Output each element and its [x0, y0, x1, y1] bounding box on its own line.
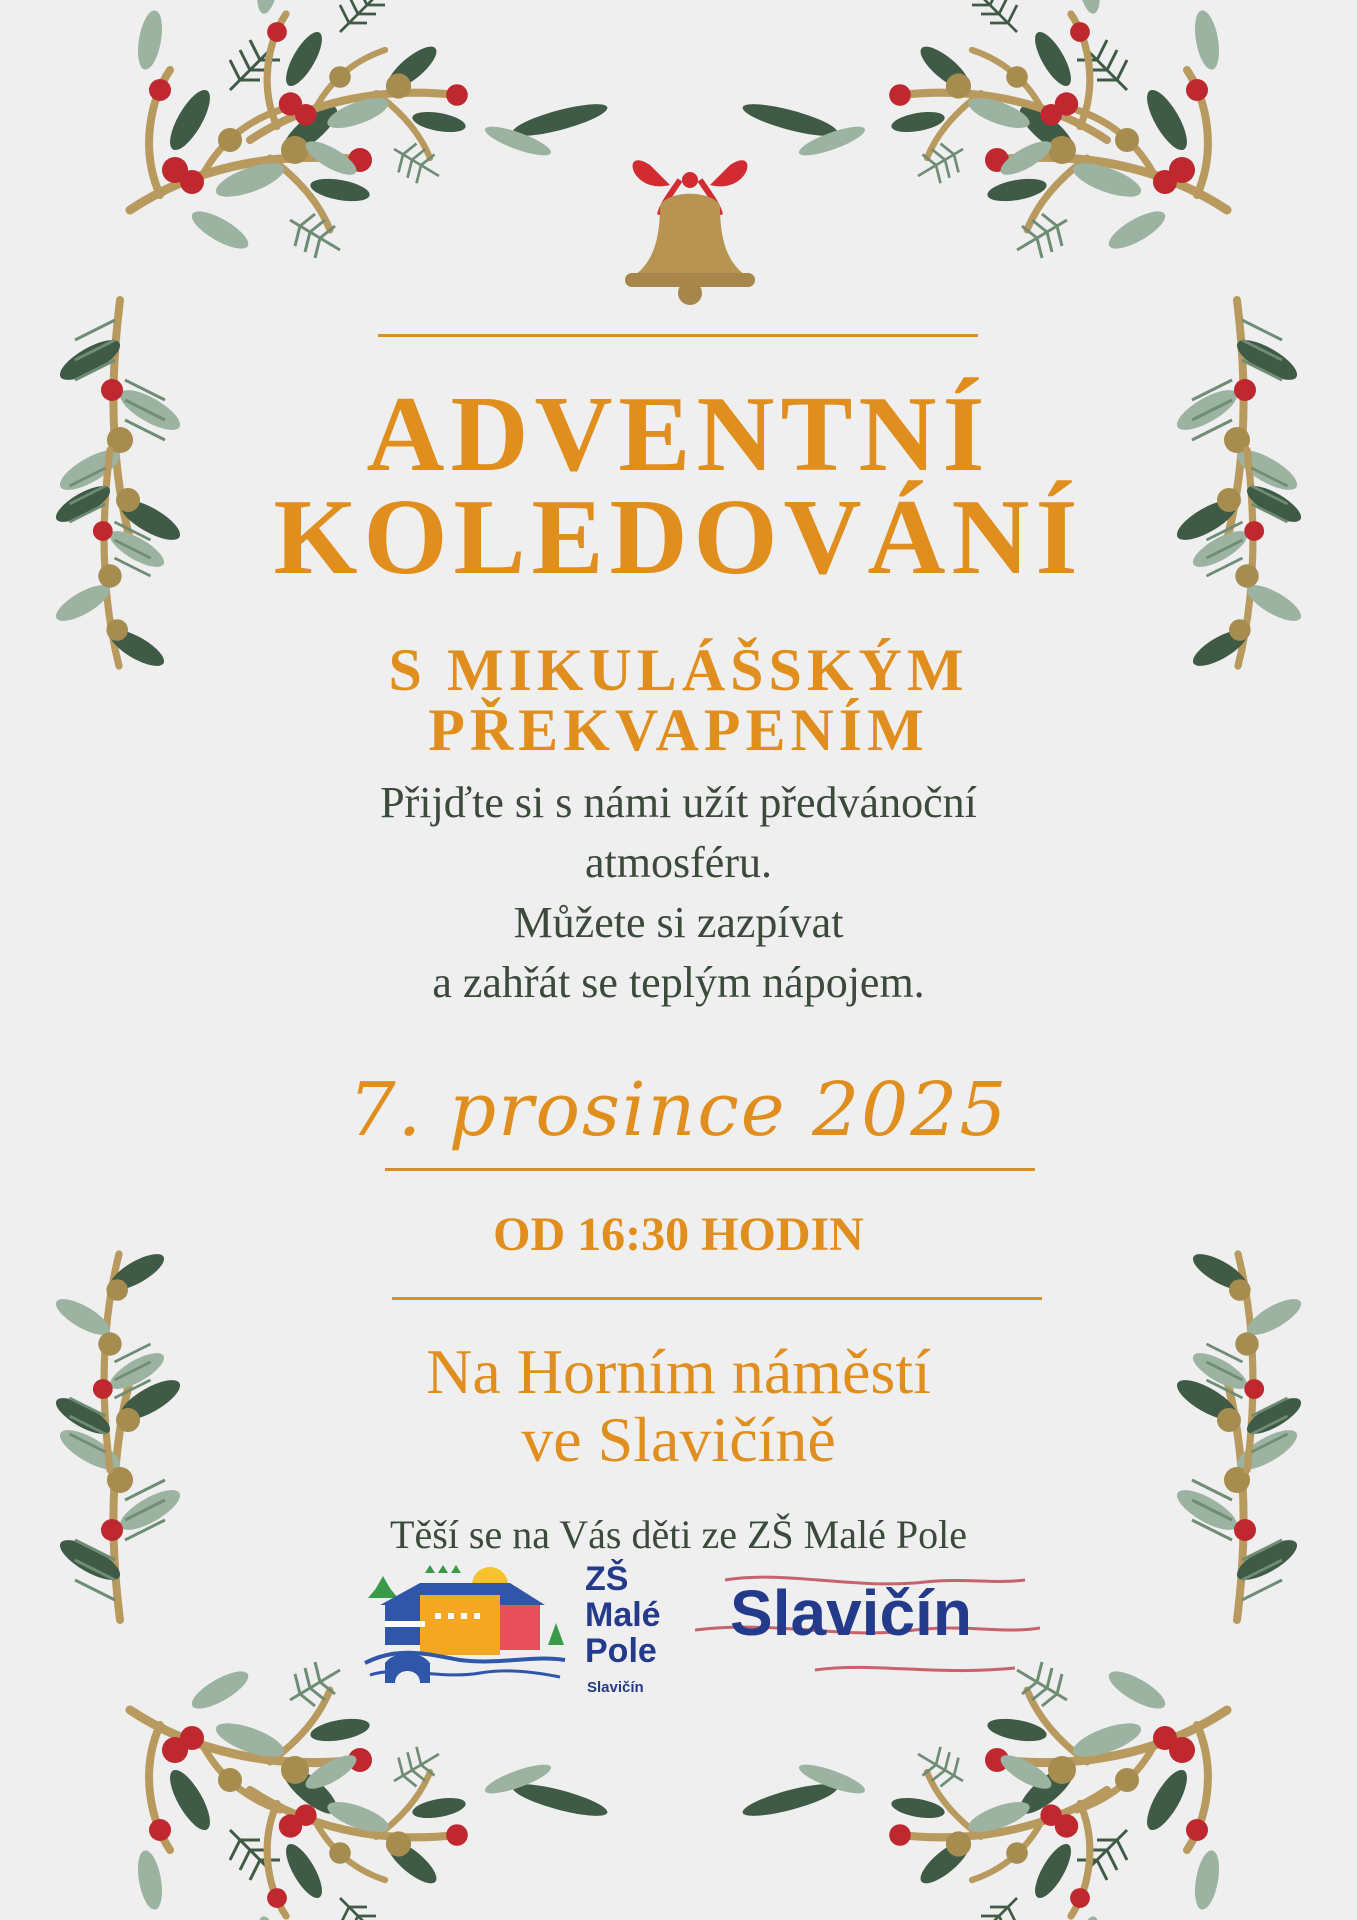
body-line-2: atmosféru. [585, 838, 772, 887]
time-divider [392, 1297, 1042, 1300]
school-logo-text-3: Pole [585, 1632, 657, 1670]
body-line-4: a zahřát se teplým nápojem. [432, 958, 925, 1007]
bell-icon [625, 160, 755, 305]
school-logo-town: Slavičín [587, 1679, 644, 1696]
greeting: Těší se na Vás děti ze ZŠ Malé Pole [390, 1512, 967, 1557]
top-divider [378, 334, 978, 337]
event-date: 7. prosince 2025 [348, 1067, 1009, 1153]
event-time: OD 16:30 HODIN [493, 1208, 864, 1261]
school-logo-text-2: Malé [585, 1596, 661, 1634]
town-logo-text: Slavičín [730, 1577, 972, 1649]
title-line-2: KOLEDOVÁNÍ [273, 478, 1084, 597]
top-right-branch [985, 9, 1227, 258]
school-logo [360, 1565, 570, 1695]
body-line-3: Můžete si zazpívat [513, 898, 844, 947]
body-line-1: Přijďte si s námi užít předvánoční [380, 778, 977, 827]
school-logo-text-1: ZŠ [585, 1560, 629, 1598]
place-line-1: Na Horním náměstí [426, 1336, 931, 1407]
subtitle-line-1: S MIKULÁŠSKÝM [388, 637, 969, 703]
top-left-branch [130, 9, 372, 258]
subtitle-line-2: PŘEKVAPENÍM [428, 697, 929, 763]
title-line-1: ADVENTNÍ [366, 375, 991, 494]
place-line-2: ve Slavičíně [521, 1404, 836, 1475]
date-divider [385, 1168, 1035, 1171]
